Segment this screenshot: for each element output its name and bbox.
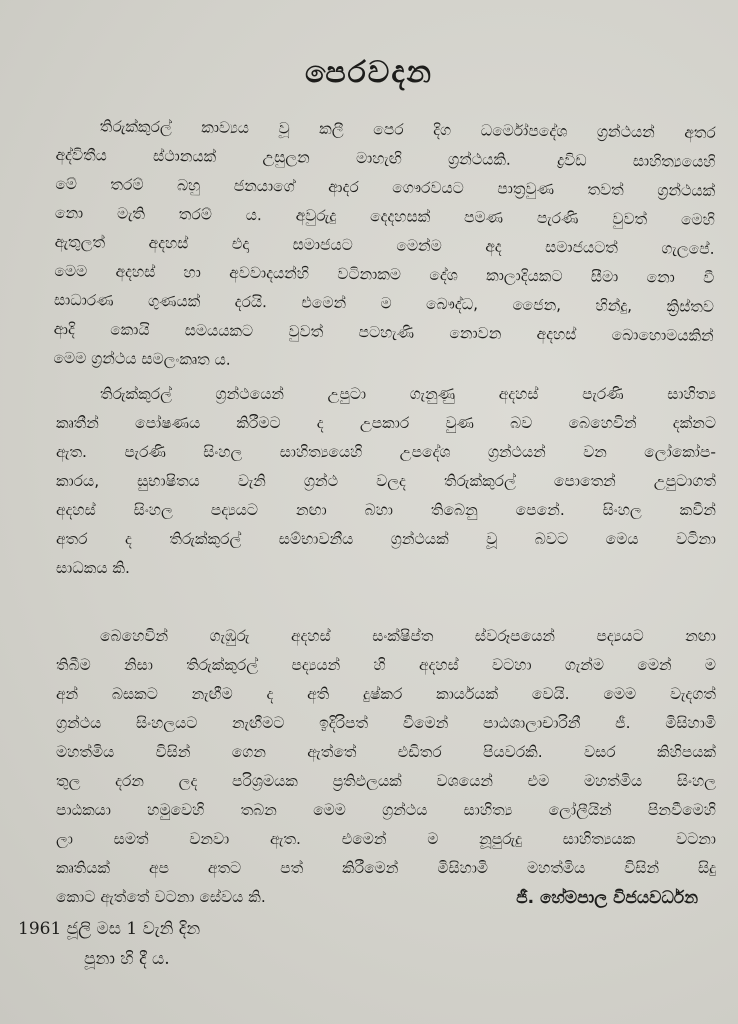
text-line: කාරය, සුභාෂිතය වැනි ග්‍රන්ථ වලද තිරුක්කුරල් පොතෙන් උපුටාගත් (56, 472, 716, 490)
text-line: මහත්මිය විසින් ගෙන ඇත්තේ එඩිතර පියවරකි. වසර කිහිපයක් (56, 743, 716, 761)
text-line: කෘතීන් පෝෂණය කිරීමට ද උපකාර වුණ බව බෙහෙවින් දක්නට (56, 414, 716, 432)
text-line: තිරුක්කුරල් කාව්‍යය වූ කලී පෙර දිග ධර්මෝපදේශ ග්‍රන්ථයන් අතර (99, 117, 716, 142)
text-line: කොට ඇත්තේ වටනා සේවය කි. (56, 888, 266, 906)
date-line: 1961 ජූලි මස 1 වැනි දින (18, 919, 201, 939)
text-line: පාඨකයා හමුවෙහි තබන මෙම ග්‍රන්ථය සාහිත්‍ය ලෝලීයින් පිනවීමෙහි (56, 801, 716, 819)
text-line: තිබීම නිසා තිරුක්කුරල් පද්‍යයන් හි අදහස් වටහා ගැන්ම මෙන් ම (56, 656, 716, 674)
text-line: අද්විතීය ස්ථානයක් උසුලන මාහැඟි ග්‍රන්ථයකි. ද්‍රවිඩ සාහිත්‍යයෙහි (55, 145, 716, 171)
text-line: තුල දරන ලද පරිශ්‍රමයක ප්‍රතිඵලයක් වශයෙන් එම මහත්මිය සිංහල (56, 772, 716, 790)
text-line: තිරුක්කුරල් ග්‍රන්ථයෙන් උපුටා ගැනුණු අදහස් පැරණි සාහිත්‍ය (100, 385, 716, 403)
paragraph-3 (56, 622, 716, 912)
text-line: ඇත. පැරණි සිංහල සාහිත්‍යයෙහි උපදේශ ග්‍රන්ථයන් වන ලෝකෝප- (56, 443, 716, 461)
text-line: මේ තරම් බහු ජනයාගේ ආදර ගෞරවයට පාත්‍රවුණ තවත් ග්‍රන්ථයක් (55, 174, 716, 200)
text-line: අන් බසකට නැඟීම ද අති දුෂ්කර කාර්යයක් වෙයි. මෙම වැදගත් (56, 685, 716, 703)
text-line: බෙහෙවින් ගැඹුරු අදහස් සංක්ෂිප්ත ස්වරූපයෙන් පද්‍යයට නඟා (100, 627, 716, 645)
text-line: මෙම අදහස් හා අවවාදයන්හි වටිනාකම දේශ කාලාදියකට සීමා නො වී (54, 261, 715, 287)
text-line: ආදි කොයි සමයයකට වුවත් පටහැණි නොවන අදහස් බොහොමයකින් (53, 319, 714, 345)
text-line: කෘතියක් අප අතට පත් කිරීමෙන් මිසිහාමි මහත්මිය විසින් සිදු (56, 859, 716, 877)
paragraph-2 (56, 380, 716, 583)
text-line: නො මැති තරම් ය. අවුරුදු දෙදහසක් පමණ පැරණි වුවත් මෙහි (54, 203, 716, 229)
place-line: පූනා හි දී ය. (84, 949, 170, 969)
text-line: අතර ද තිරුක්කුරල් සම්භාවනීය ග්‍රන්ථයක් වූ බවට මෙය වටිනා (56, 530, 716, 548)
text-line: සාධකය කි. (56, 559, 130, 577)
date-place-block (18, 914, 200, 974)
text-line: අදහස් සිංහල පද්‍යයට නඟා බහා තිබෙනු පෙනේ. සිංහල කවීන් (56, 501, 716, 519)
text-line: ග්‍රන්ථය සිංහලයට නැඟීමට ඉදිරිපත් වීමෙන් පාඨශාලාචාරිනී ජී. මිසිහාමි (56, 714, 716, 732)
text-line: සාධාරණ ගුණයක් දරයි. එමෙන් ම බෞද්ධ, ජෛන, හින්දු, ක්‍රිස්තව (53, 290, 715, 316)
text-line: ලා සමත් වනවා ඇත. එමෙන් ම නූපුරුදු සාහිත්‍යයක වටනා (56, 830, 716, 848)
author-signature: ජී. හේමපාල විජයවර්ධන (516, 888, 698, 908)
page-title: පෙරවදන (304, 55, 434, 90)
text-line: මෙම ග්‍රන්ථය සමලංකෘත ය. (53, 348, 231, 369)
text-line: ඇතුලත් අදහස් එදා සමාජයට මෙන්ම අද සමාජයටත් ගැලපේ. (54, 232, 715, 258)
paragraph-1 (53, 112, 716, 380)
